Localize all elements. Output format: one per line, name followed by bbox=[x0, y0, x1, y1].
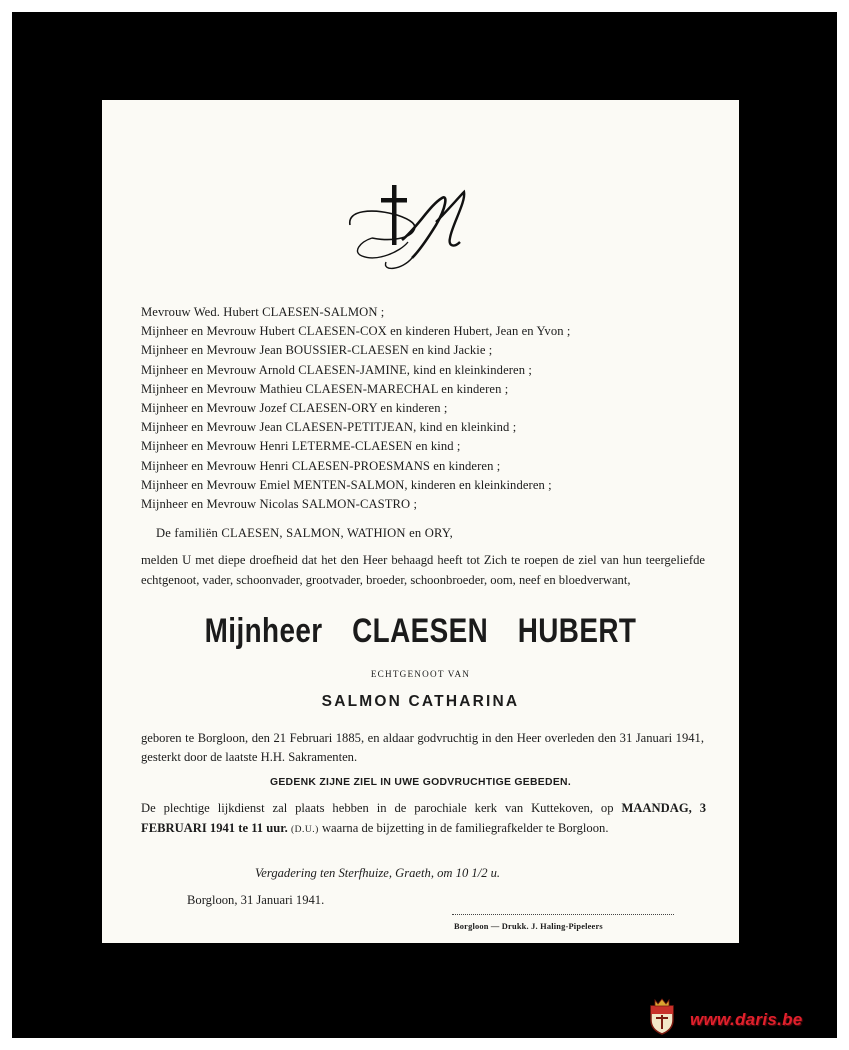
death-notice-text: melden U met diepe droefheid dat het den Heer behaagd heeft tot Zich te roepen de ziel van hun teergeliefde echtgenoot, vader, schoonvader, grootvader, broeder, schoonbroeder, oom, neef en bloedverwant, bbox=[141, 553, 705, 587]
family-line: Mijnheer en Mevrouw Hubert CLAESEN-COX en kinderen Hubert, Jean en Yvon ; bbox=[141, 324, 571, 339]
watermark-link[interactable]: www.daris.be bbox=[690, 1010, 803, 1029]
cross-monogram-icon bbox=[342, 180, 482, 275]
family-line: Mijnheer en Mevrouw Jean BOUSSIER-CLAESEN en kind Jackie ; bbox=[141, 343, 493, 358]
family-line: Mijnheer en Mevrouw Nicolas SALMON-CASTRO ; bbox=[141, 497, 418, 512]
family-line: Mijnheer en Mevrouw Jozef CLAESEN-ORY en kinderen ; bbox=[141, 401, 448, 416]
service-datetime: MAANDAG, 3 FEBRUARI 1941 te 11 uur. bbox=[141, 801, 706, 835]
funeral-service-text bbox=[141, 799, 706, 840]
family-line: Mijnheer en Mevrouw Henri CLAESEN-PROESMANS en kinderen ; bbox=[141, 458, 501, 473]
dotted-divider bbox=[452, 914, 674, 915]
family-line: Mijnheer en Mevrouw Arnold CLAESEN-JAMINE, kind en kleinkinderen ; bbox=[141, 362, 532, 377]
relation-label: ECHTGENOOT VAN bbox=[370, 669, 471, 679]
prayer-line: GEDENK ZIJNE ZIEL IN UWE GODVRUCHTIGE GEBEDEN. bbox=[269, 777, 572, 788]
deceased-title: Mijnheer bbox=[204, 612, 323, 650]
family-line: Mevrouw Wed. Hubert CLAESEN-SALMON ; bbox=[141, 305, 385, 319]
deceased-surname: CLAESEN bbox=[352, 612, 489, 650]
place-date: Borgloon, 31 Januari 1941. bbox=[187, 893, 325, 907]
birth-death-text: geboren te Borgloon, den 21 Februari 1885, en aldaar godvruchtig in den Heer overleden den 31 Januari 1941, gesterkt door de laatste H.H. Sakramenten. bbox=[141, 731, 704, 764]
family-line: Mijnheer en Mevrouw Emiel MENTEN-SALMON, kinderen en kleinkinderen ; bbox=[141, 477, 552, 492]
spouse-name: SALMON CATHARINA bbox=[321, 693, 520, 710]
family-line: Mijnheer en Mevrouw Mathieu CLAESEN-MARECHAL en kinderen ; bbox=[141, 381, 509, 396]
families-line: De familiën CLAESEN, SALMON, WATHION en ORY, bbox=[156, 526, 453, 540]
mourning-card bbox=[102, 100, 739, 943]
crest-icon bbox=[647, 998, 677, 1036]
deceased-name bbox=[159, 612, 681, 651]
gathering-line: Vergadering ten Sterfhuize, Graeth, om 10 1/2 u. bbox=[255, 866, 501, 880]
family-list bbox=[141, 303, 570, 514]
family-line: Mijnheer en Mevrouw Henri LETERME-CLAESEN en kind ; bbox=[141, 439, 461, 454]
service-intro: De plechtige lijkdienst zal plaats hebben in de parochiale kerk van Kuttekoven, op bbox=[141, 801, 614, 815]
family-line: Mijnheer en Mevrouw Jean CLAESEN-PETITJEAN, kind en kleinkind ; bbox=[141, 420, 517, 435]
service-outro: waarna de bijzetting in de familiegrafkelder te Borgloon. bbox=[321, 820, 609, 835]
deceased-given-name: HUBERT bbox=[517, 612, 637, 650]
service-time-note: (D.U.) bbox=[290, 824, 319, 835]
printer-credit: Borgloon — Drukk. J. Haling-Pipeleers bbox=[454, 922, 603, 931]
